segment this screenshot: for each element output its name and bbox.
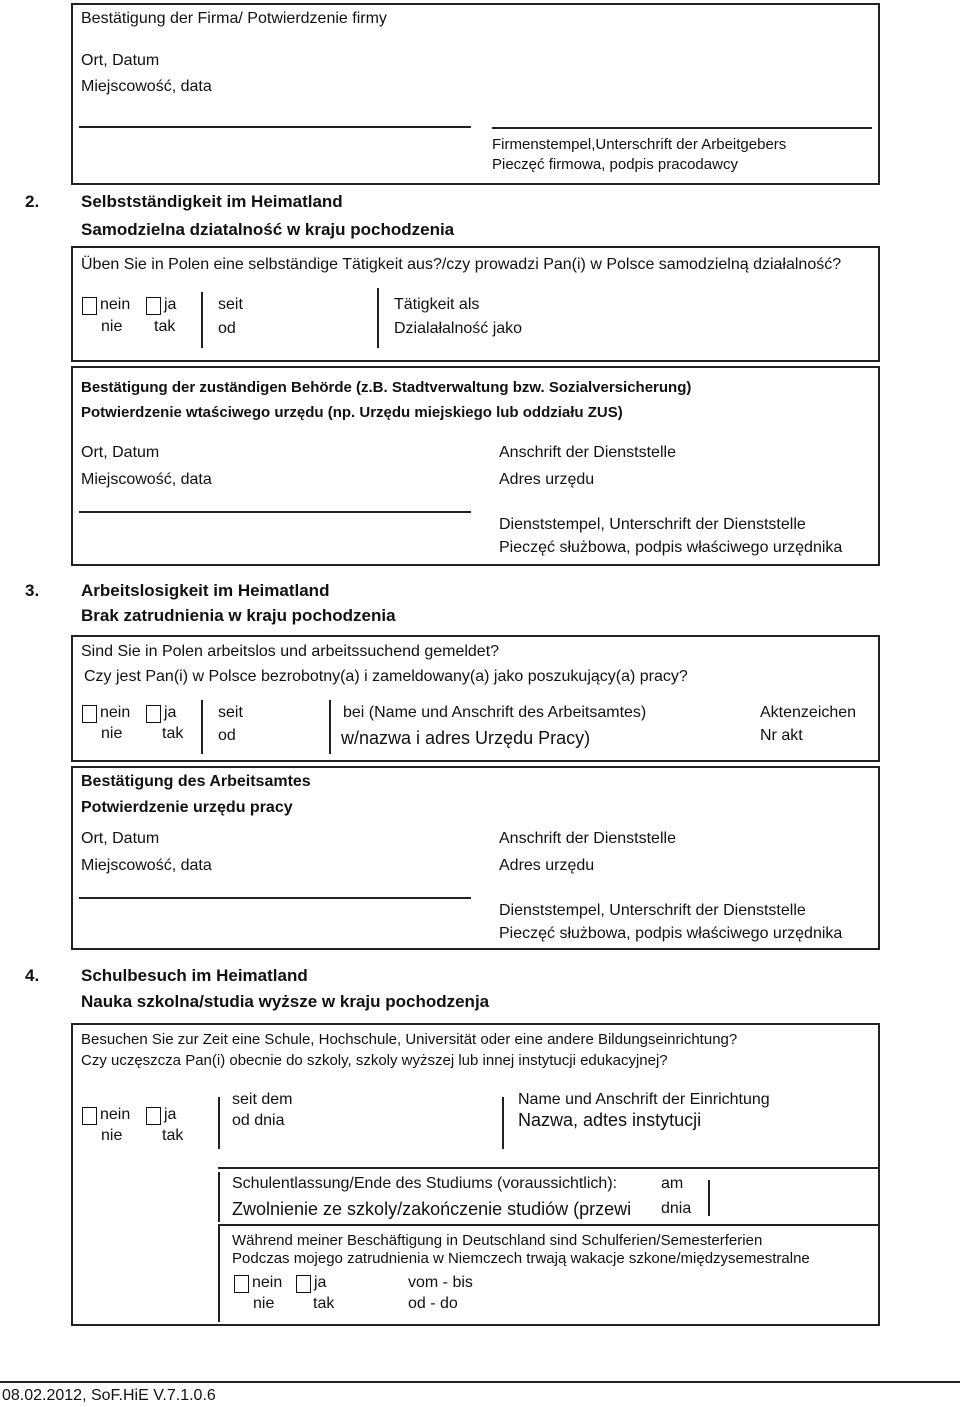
company-confirmation-title: Bestätigung der Firma/ Potwierdzenie firmy [81, 10, 387, 27]
place-date-signature-line[interactable] [79, 126, 471, 128]
end-of-study-label-pl: Zwolnienie ze szkoly/zakończenie studiów (przewi [232, 1199, 632, 1219]
section-2-title-pl: Samodzielna dziatalność w kraju pochodzenia [81, 220, 455, 239]
office-divider [329, 700, 331, 754]
place-date-signature-line[interactable] [79, 897, 471, 899]
office-stamp-label-pl: Pieczęć służbowa, podpis właściwego urzędnika [499, 925, 843, 942]
reference-number-label-pl: Nr akt [760, 727, 803, 744]
authority-confirmation-de: Bestätigung der zuständigen Behörde (z.B. Stadtverwaltung bzw. Sozialversicherung) [81, 379, 692, 396]
since-divider [201, 292, 203, 348]
institution-divider [502, 1097, 504, 1149]
tak-label: tak [154, 318, 176, 335]
tak-label: tak [162, 725, 184, 742]
since-label-pl: od [218, 727, 236, 744]
since-divider [201, 700, 203, 754]
institution-label-pl: Nazwa, adtes instytucji [518, 1110, 702, 1130]
office-stamp-label-de: Dienststempel, Unterschrift der Dienststelle [499, 516, 806, 533]
end-date-field-divider[interactable] [708, 1180, 710, 1216]
office-address-pl: Adres urzędu [499, 471, 595, 488]
holiday-nein-checkbox[interactable] [234, 1275, 249, 1293]
nein-label: nein [252, 1274, 283, 1291]
holiday-divider [218, 1226, 220, 1322]
place-date-pl: Miejscowość, data [81, 857, 212, 874]
authority-confirmation-pl: Potwierdzenie wtaściwego urzędu (np. Urzędu miejskiego lub oddziału ZUS) [81, 404, 623, 421]
footer-version: 08.02.2012, SoF.HiE V.7.1.0.6 [2, 1387, 216, 1404]
since-label-de: seit [218, 296, 243, 313]
since-date-label-de: seit dem [232, 1091, 293, 1108]
end-date-label-pl: dnia [661, 1200, 692, 1217]
end-of-study-top-line [218, 1167, 878, 1169]
section-2-number: 2. [25, 192, 40, 211]
reference-number-label-de: Aktenzeichen [760, 704, 857, 721]
end-of-study-label-de: Schulentlassung/Ende des Studiums (voraussichtlich): [232, 1175, 618, 1192]
ja-label: ja [164, 296, 177, 313]
activity-divider [377, 288, 379, 348]
school-ja-checkbox[interactable] [146, 1107, 161, 1125]
holiday-statement-pl: Podczas mojego zatrudnienia w Niemczech trwają wakacje szkone/międzysemestralne [232, 1250, 810, 1267]
since-date-label-pl: od dnia [232, 1112, 285, 1129]
section-2-title-de: Selbstständigkeit im Heimatland [81, 192, 343, 211]
nie-label: nie [101, 1127, 123, 1144]
since-divider [218, 1097, 220, 1149]
nie-label: nie [101, 725, 123, 742]
school-nein-checkbox[interactable] [82, 1107, 97, 1125]
holiday-statement-de: Während meiner Beschäftigung in Deutschland sind Schulferien/Semesterferien [232, 1232, 763, 1249]
end-date-label-de: am [661, 1175, 684, 1192]
holiday-ja-checkbox[interactable] [296, 1275, 311, 1293]
company-stamp-label-de: Firmenstempel,Unterschrift der Arbeitgebers [492, 136, 787, 153]
footer-rule [0, 1381, 960, 1383]
labor-office-label-pl: w/nazwa i adres Urzędu Pracy) [341, 728, 591, 748]
holiday-top-line [218, 1224, 878, 1226]
school-question-pl: Czy uczęszcza Pan(i) obecnie do szkoly, szkoly wyższej lub innej instytucji edukacyjnej? [81, 1052, 668, 1069]
end-of-study-divider [218, 1172, 220, 1222]
section-4-title-de: Schulbesuch im Heimatland [81, 966, 308, 985]
self-employment-ja-checkbox[interactable] [146, 297, 161, 315]
office-address-pl: Adres urzędu [499, 857, 595, 874]
place-date-pl: Miejscowość, data [81, 471, 212, 488]
company-stamp-signature-line[interactable] [492, 127, 872, 129]
place-date-signature-line[interactable] [79, 511, 471, 513]
ja-label: ja [164, 704, 177, 721]
unemployment-ja-checkbox[interactable] [146, 705, 161, 723]
self-employment-nein-checkbox[interactable] [82, 297, 97, 315]
office-address-de: Anschrift der Dienststelle [499, 444, 676, 461]
section-4-title-pl: Nauka szkolna/studia wyższe w kraju pochodzenja [81, 992, 490, 1011]
tak-label: tak [313, 1295, 335, 1312]
section-3-title-de: Arbeitslosigkeit im Heimatland [81, 581, 330, 600]
nie-label: nie [253, 1295, 275, 1312]
activity-label-de: Tätigkeit als [394, 296, 480, 313]
section-3-number: 3. [25, 581, 40, 600]
unemployment-question-pl: Czy jest Pan(i) w Polsce bezrobotny(a) i zameldowany(a) jako poszukujący(a) pracy? [84, 668, 688, 685]
ja-label: ja [314, 1274, 327, 1291]
self-employment-question: Üben Sie in Polen eine selbständige Tätigkeit aus?/czy prowadzi Pan(i) w Polsce samodzielną działalność? [81, 256, 842, 273]
since-label-pl: od [218, 320, 236, 337]
office-stamp-label-de: Dienststempel, Unterschrift der Dienststelle [499, 902, 806, 919]
labor-office-confirmation-de: Bestätigung des Arbeitsamtes [81, 773, 311, 790]
office-stamp-label-pl: Pieczęć służbowa, podpis właściwego urzędnika [499, 539, 843, 556]
labor-office-confirmation-pl: Potwierdzenie urzędu pracy [81, 799, 293, 816]
institution-label-de: Name und Anschrift der Einrichtung [518, 1091, 770, 1108]
nein-label: nein [100, 296, 131, 313]
ja-label: ja [164, 1106, 177, 1123]
holiday-range-label-pl: od - do [408, 1295, 458, 1312]
tak-label: tak [162, 1127, 184, 1144]
company-stamp-label-pl: Pieczęć firmowa, podpis pracodawcy [492, 156, 738, 173]
office-address-de: Anschrift der Dienststelle [499, 830, 676, 847]
section-3-title-pl: Brak zatrudnienia w kraju pochodzenia [81, 606, 396, 625]
unemployment-question-de: Sind Sie in Polen arbeitslos und arbeitssuchend gemeldet? [81, 643, 500, 660]
authority-confirmation-box [71, 366, 880, 566]
nein-label: nein [100, 1106, 131, 1123]
place-date-de: Ort, Datum [81, 444, 160, 461]
nie-label: nie [101, 318, 123, 335]
activity-label-pl: Dzialałalność jako [394, 320, 523, 337]
holiday-range-label-de: vom - bis [408, 1274, 473, 1291]
place-date-de: Ort, Datum [81, 52, 160, 69]
place-date-pl: Miejscowość, data [81, 78, 212, 95]
labor-office-label-de: bei (Name und Anschrift des Arbeitsamtes) [343, 704, 647, 721]
school-question-de: Besuchen Sie zur Zeit eine Schule, Hochschule, Universität oder eine andere Bildungseinrichtung? [81, 1031, 738, 1048]
section-4-number: 4. [25, 966, 40, 985]
nein-label: nein [100, 704, 131, 721]
place-date-de: Ort, Datum [81, 830, 160, 847]
since-label-de: seit [218, 704, 243, 721]
unemployment-nein-checkbox[interactable] [82, 705, 97, 723]
